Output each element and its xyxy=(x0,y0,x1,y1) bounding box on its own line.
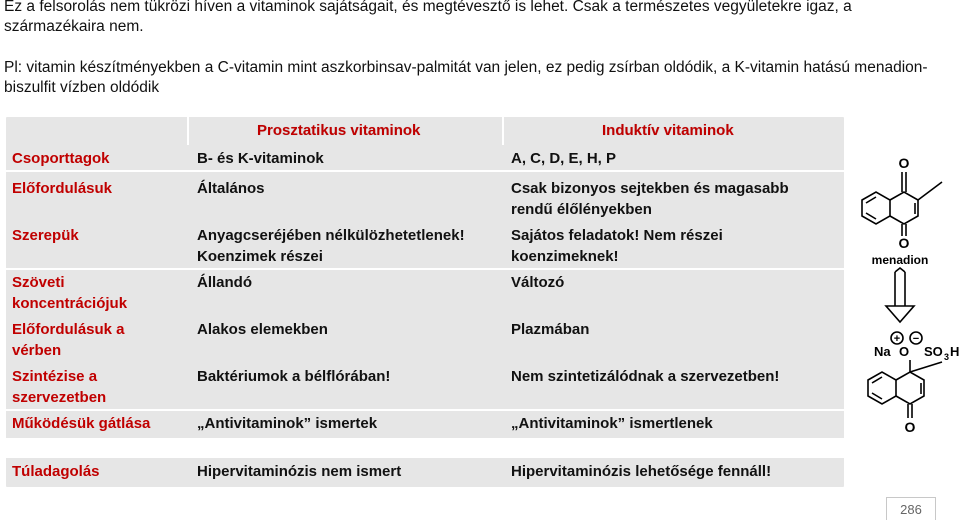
row-divider xyxy=(6,438,844,458)
cell-inductive: A, C, D, E, H, P xyxy=(511,150,617,167)
cell-prosthetic: Alakos elemekben xyxy=(197,321,328,338)
cell-inductive: „Antivitaminok” ismertlenek xyxy=(511,415,713,432)
header-inductive: Induktív vitaminok xyxy=(602,122,734,139)
benzene-ring xyxy=(862,192,890,224)
cell-inductive: Plazmában xyxy=(511,321,590,338)
cell-prosthetic: Hipervitaminózis nem ismert xyxy=(197,463,402,480)
sulfonate-subscript: 3 xyxy=(944,352,950,362)
row-label: Szintézise a szervezetben xyxy=(12,368,107,406)
cell-prosthetic: „Antivitaminok” ismertek xyxy=(197,415,378,432)
row-label: Szerepük xyxy=(12,227,79,244)
minus-sign: − xyxy=(912,333,920,345)
cell-prosthetic: B- és K-vitaminok xyxy=(197,150,324,167)
oxygen-label: O xyxy=(898,155,910,171)
cell-prosthetic: Általános xyxy=(197,180,265,197)
vitamin-comparison-table xyxy=(6,117,844,487)
intro-example: Pl: vitamin készítményekben a C-vitamin mint aszkorbinsav-palmitát van jelen, ez pedig zsírban oldódik, a K-vitamin hatású menadion-biszulfit vízben oldódik xyxy=(4,59,928,96)
intro-note: Ez a felsorolás nem tükrözi híven a vitaminok sajátságait, és megtévesztő is lehet. Csak a természetes vegyületekre igaz, a származékaira nem. xyxy=(4,0,852,35)
menadione-structures xyxy=(846,148,960,458)
sulfonate-label: SO xyxy=(924,344,943,359)
cell-inductive: Változó xyxy=(511,274,565,291)
benzene-ring xyxy=(868,372,896,404)
row-label: Működésük gátlása xyxy=(12,415,151,432)
row-label: Előfordulásuk xyxy=(12,180,113,197)
page-number: 286 xyxy=(886,497,936,520)
sulfonate-ring xyxy=(896,372,924,404)
cell-inductive: Sajátos feladatok! Nem részei koenzimeknek! xyxy=(511,227,723,265)
cell-inductive: Csak bizonyos sejtekben és magasabb rendű élőlényekben xyxy=(511,180,789,218)
row-divider xyxy=(6,268,844,270)
menadion-label: menadion xyxy=(871,253,929,267)
cell-prosthetic: Anyagcseréjében nélkülözhetetlenek! Koenzimek részei xyxy=(197,227,465,265)
row-label: Előfordulásuk a vérben xyxy=(12,321,125,359)
reaction-arrow xyxy=(886,306,914,322)
quinone-ring xyxy=(890,192,918,224)
row-label: Szöveti koncentrációjuk xyxy=(12,274,128,312)
header-separator xyxy=(187,117,189,145)
cell-prosthetic: Állandó xyxy=(197,274,252,291)
oxygen-label: O xyxy=(898,235,910,251)
cell-prosthetic: Baktériumok a bélflórában! xyxy=(197,368,391,385)
cell-inductive: Hipervitaminózis lehetősége fennáll! xyxy=(511,463,772,480)
cell-inductive: Nem szintetizálódnak a szervezetben! xyxy=(511,368,780,385)
oxygen-label: O xyxy=(904,419,916,435)
row-divider xyxy=(6,170,844,172)
row-label: Csoporttagok xyxy=(12,150,110,167)
row-divider xyxy=(6,409,844,411)
oxygen-label: O xyxy=(899,344,910,359)
header-separator xyxy=(502,117,504,145)
header-prosthetic: Prosztatikus vitaminok xyxy=(257,122,421,139)
plus-sign: + xyxy=(893,333,901,345)
sulfonate-hydrogen: H xyxy=(950,344,960,359)
row-label: Túladagolás xyxy=(12,463,100,480)
sodium-label: Na xyxy=(874,344,891,359)
